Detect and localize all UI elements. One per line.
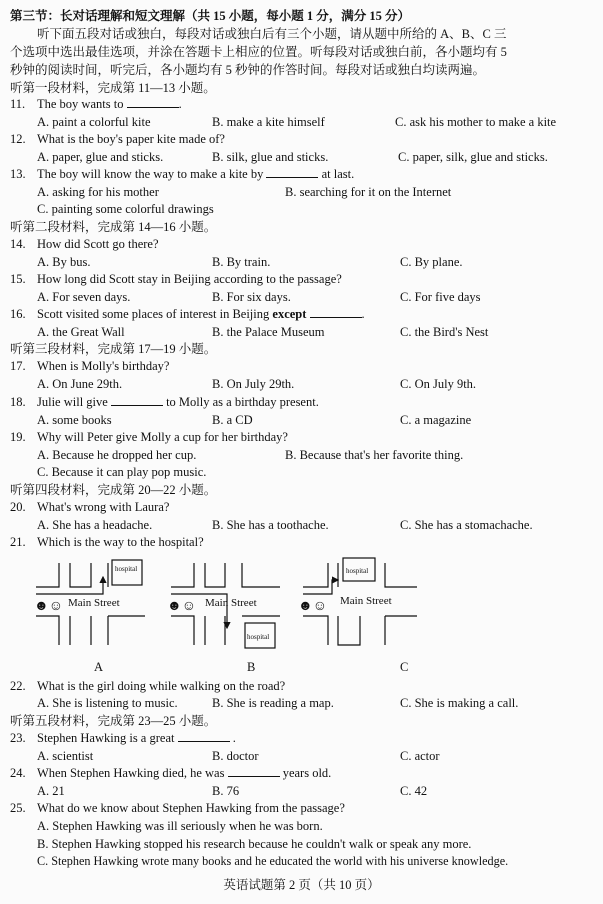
question-text: The boy wants to . (37, 97, 182, 111)
question-number: 17. (10, 359, 26, 373)
option-c: C. actor (400, 749, 440, 763)
question-text: What is the boy's paper kite made of? (37, 132, 225, 146)
option-a: A. asking for his mother (37, 185, 159, 199)
option-c: C. 42 (400, 784, 428, 798)
question-text: What is the girl doing while walking on the road? (37, 679, 286, 693)
question-text: Stephen Hawking is a great . (37, 731, 236, 745)
hospital-label: hospital (346, 567, 369, 575)
street-label: Main Street (68, 597, 120, 609)
option-a: A. the Great Wall (37, 325, 125, 339)
map-b (167, 563, 280, 648)
street-label: Main Street (340, 595, 392, 607)
section-label: 听第二段材料，完成第 14—16 小题。 (10, 220, 217, 234)
option-b: B. On July 29th. (212, 377, 295, 391)
hospital-label: hospital (115, 565, 138, 573)
option-a: A. Because he dropped her cup. (37, 448, 197, 462)
option-b: B. the Palace Museum (212, 325, 325, 339)
route-maps (0, 550, 603, 660)
option-c: C. By plane. (400, 255, 463, 269)
option-c: C. On July 9th. (400, 377, 477, 391)
option-c: C (400, 660, 409, 674)
option-b: B. For six days. (212, 290, 291, 304)
option-a: A. Stephen Hawking was ill seriously when he was born. (37, 819, 323, 833)
question-number: 18. (10, 395, 26, 409)
page-footer: 英语试题第 2 页（共 10 页） (223, 878, 380, 892)
question-text: Julie will give to Molly as a birthday present. (37, 395, 319, 409)
question-number: 21. (10, 535, 26, 549)
street-label: Main Street (205, 597, 257, 609)
option-a: A. paint a colorful kite (37, 115, 151, 129)
hospital-label: hospital (247, 633, 270, 641)
question-number: 16. (10, 307, 26, 321)
question-number: 14. (10, 237, 26, 251)
question-text: What's wrong with Laura? (37, 500, 170, 514)
option-a: A. paper, glue and sticks. (37, 150, 164, 164)
instructions-line: 个选项中选出最佳选项，并涂在答题卡上相应的位置。听每段对话或独白前，各小题均有 5 (10, 45, 507, 59)
question-text: What do we know about Stephen Hawking from the passage? (37, 801, 345, 815)
question-number: 19. (10, 430, 26, 444)
option-a: A (94, 660, 104, 674)
people-icon: ☻☺ (34, 599, 64, 614)
people-icon: ☻☺ (298, 599, 328, 614)
question-number: 25. (10, 801, 26, 815)
section-label: 听第三段材料，完成第 17—19 小题。 (10, 342, 217, 356)
option-b: B. Because that's her favorite thing. (285, 448, 464, 462)
question-text: When Stephen Hawking died, he was years old. (37, 766, 332, 780)
question-number: 15. (10, 272, 26, 286)
option-c: C. the Bird's Nest (400, 325, 489, 339)
question-number: 13. (10, 167, 26, 181)
question-text: Scott visited some places of interest in Beijing except . (37, 307, 365, 321)
section-label: 听第一段材料，完成第 11—13 小题。 (10, 81, 216, 95)
question-text: Why will Peter give Molly a cup for her birthday? (37, 430, 288, 444)
option-b: B. a CD (212, 413, 253, 427)
option-a: A. By bus. (37, 255, 91, 269)
option-c: C. She is making a call. (400, 696, 519, 710)
option-b: B. She has a toothache. (212, 518, 329, 532)
question-number: 22. (10, 679, 26, 693)
section-heading: 第三节：长对话理解和短文理解（共 15 小题，每小题 1 分，满分 15 分） (10, 9, 411, 23)
map-c (298, 558, 417, 645)
option-b: B. doctor (212, 749, 259, 763)
option-a: A. scientist (37, 749, 94, 763)
question-number: 23. (10, 731, 26, 745)
option-c: C. She has a stomachache. (400, 518, 533, 532)
option-b: B. 76 (212, 784, 240, 798)
question-text: How long did Scott stay in Beijing according to the passage? (37, 272, 342, 286)
option-b: B. By train. (212, 255, 271, 269)
option-c: C. Stephen Hawking wrote many books and he educated the world with his universe knowledge. (37, 854, 509, 868)
section-label: 听第四段材料，完成第 20—22 小题。 (10, 483, 217, 497)
question-number: 11. (10, 97, 26, 111)
option-b: B. She is reading a map. (212, 696, 334, 710)
option-a: A. She has a headache. (37, 518, 153, 532)
option-a: A. For seven days. (37, 290, 131, 304)
option-b: B. silk, glue and sticks. (212, 150, 329, 164)
option-a: A. some books (37, 413, 112, 427)
question-number: 12. (10, 132, 26, 146)
option-b: B. searching for it on the Internet (285, 185, 452, 199)
question-number: 24. (10, 766, 26, 780)
question-number: 20. (10, 500, 26, 514)
question-text: Which is the way to the hospital? (37, 535, 204, 549)
question-text: When is Molly's birthday? (37, 359, 170, 373)
option-c: C. paper, silk, glue and sticks. (398, 150, 548, 164)
option-a: A. On June 29th. (37, 377, 123, 391)
instructions-line: 秒钟的阅读时间，听完后，各小题均有 5 秒钟的作答时间。每段对话或独白均读两遍。 (10, 63, 486, 77)
option-c: C. Because it can play pop music. (37, 465, 207, 479)
option-a: A. 21 (37, 784, 65, 798)
section-label: 听第五段材料，完成第 23—25 小题。 (10, 714, 217, 728)
option-c: C. ask his mother to make a kite (395, 115, 557, 129)
option-b: B (247, 660, 256, 674)
people-icon: ☻☺ (167, 599, 197, 614)
option-b: B. make a kite himself (212, 115, 325, 129)
option-b: B. Stephen Hawking stopped his research because he couldn't walk or speak any more. (37, 837, 472, 851)
question-text: The boy will know the way to make a kite by at last. (37, 167, 355, 181)
option-c: C. a magazine (400, 413, 472, 427)
option-c: C. For five days (400, 290, 481, 304)
map-a (34, 560, 145, 645)
question-text: How did Scott go there? (37, 237, 159, 251)
instructions-line: 听下面五段对话或独白，每段对话或独白后有三个小题，请从题中所给的 A、B、C 三 (37, 27, 507, 41)
option-a: A. She is listening to music. (37, 696, 178, 710)
option-c: C. painting some colorful drawings (37, 202, 214, 216)
